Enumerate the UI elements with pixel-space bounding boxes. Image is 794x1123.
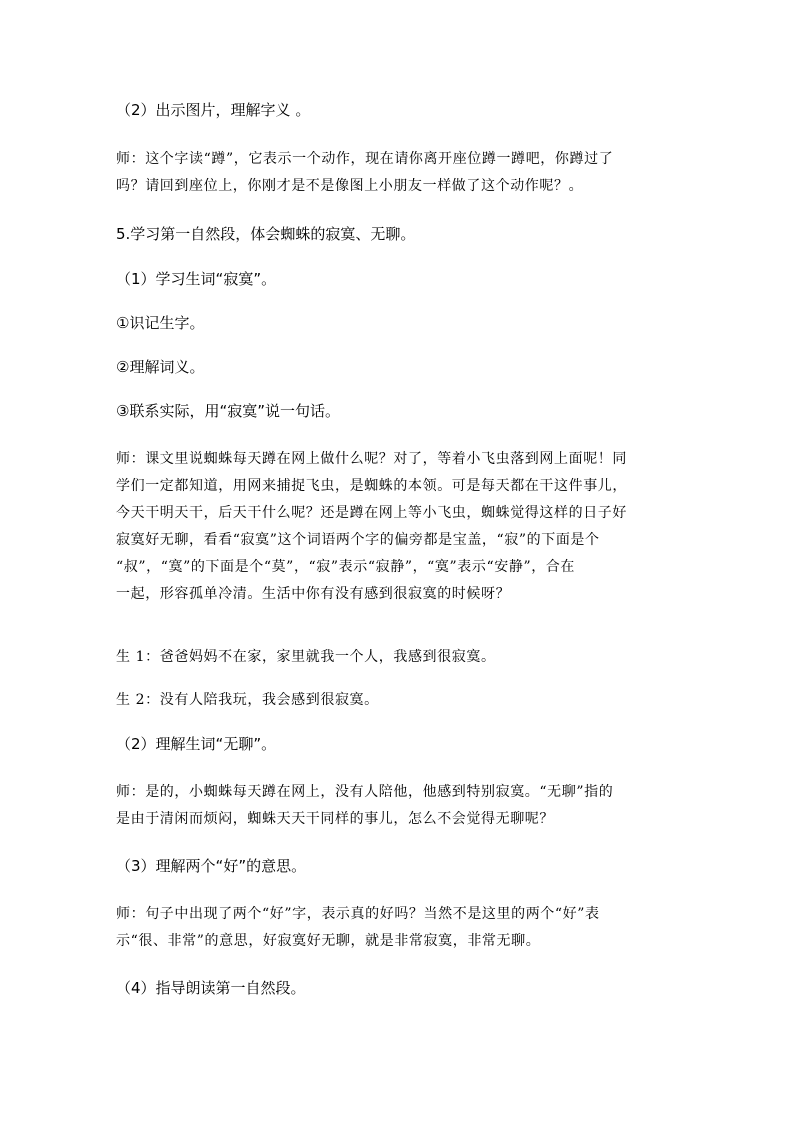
text-line: 学们一定都知道，用网来捕捉飞虫，是蜘蛛的本领。可是每天都在干这件事儿， (116, 478, 627, 494)
text-line: 师：句子中出现了两个“好”字，表示真的好吗？当然不是这里的两个“好”表 (116, 906, 600, 922)
teacher-paragraph (116, 779, 676, 833)
teacher-paragraph (116, 446, 676, 608)
text-line: 师：课文里说蜘蛛每天蹲在网上做什么呢？对了，等着小飞虫落到网上面呢！同 (116, 451, 627, 467)
teacher-paragraph (116, 901, 676, 955)
text-line: 吗？请回到座位上，你刚才是不是像图上小朋友一样做了这个动作呢？。 (116, 178, 584, 194)
section-heading: 5.学习第一自然段，体会蜘蛛的寂寞、无聊。 (116, 225, 416, 243)
subsection-heading: （4）指导朗读第一自然段。 (116, 979, 306, 997)
text-line: 师：这个字读“蹲”，它表示一个动作，现在请你离开座位蹲一蹲吧，你蹲过了 (116, 151, 614, 167)
text-line: 寂寞好无聊，看看“寂寞”这个词语两个字的偏旁都是宝盖，“寂”的下面是个 (116, 532, 600, 548)
subsection-heading: （3）理解两个“好”的意思。 (116, 857, 307, 875)
text-line: 一起，形容孤单冷清。生活中你有没有感到很寂寞的时候呀？ (116, 586, 511, 602)
section-heading: （2）出示图片，理解字义 。 (116, 101, 311, 119)
list-item: ②理解词义。 (116, 358, 205, 376)
text-line: 师：是的，小蜘蛛每天蹲在网上，没有人陪他，他感到特别寂寞。“无聊”指的 (116, 784, 614, 800)
teacher-paragraph (116, 146, 676, 200)
subsection-heading: （1）学习生词“寂寞”。 (116, 270, 277, 288)
list-item: ③联系实际，用“寂寞”说一句话。 (116, 402, 340, 420)
student-response: 生 1：爸爸妈妈不在家，家里就我一个人，我感到很寂寞。 (116, 649, 496, 665)
text-line: 是由于清闲而烦闷，蜘蛛天天干同样的事儿，怎么不会觉得无聊呢？ (116, 811, 554, 827)
text-line: 示“很、非常”的意思，好寂寞好无聊，就是非常寂寞，非常无聊。 (116, 933, 541, 949)
subsection-heading: （2）理解生词“无聊”。 (116, 735, 277, 753)
student-response: 生 2：没有人陪我玩，我会感到很寂寞。 (116, 692, 379, 708)
text-line: “叔”，“寞”的下面是个“莫”，“寂”表示“寂静”，“寞”表示“安静”，合在 (116, 559, 575, 575)
list-item: ①识记生字。 (116, 314, 205, 332)
text-line: 今天干明天干，后天干什么呢？还是蹲在网上等小飞虫，蜘蛛觉得这样的日子好 (116, 505, 627, 521)
